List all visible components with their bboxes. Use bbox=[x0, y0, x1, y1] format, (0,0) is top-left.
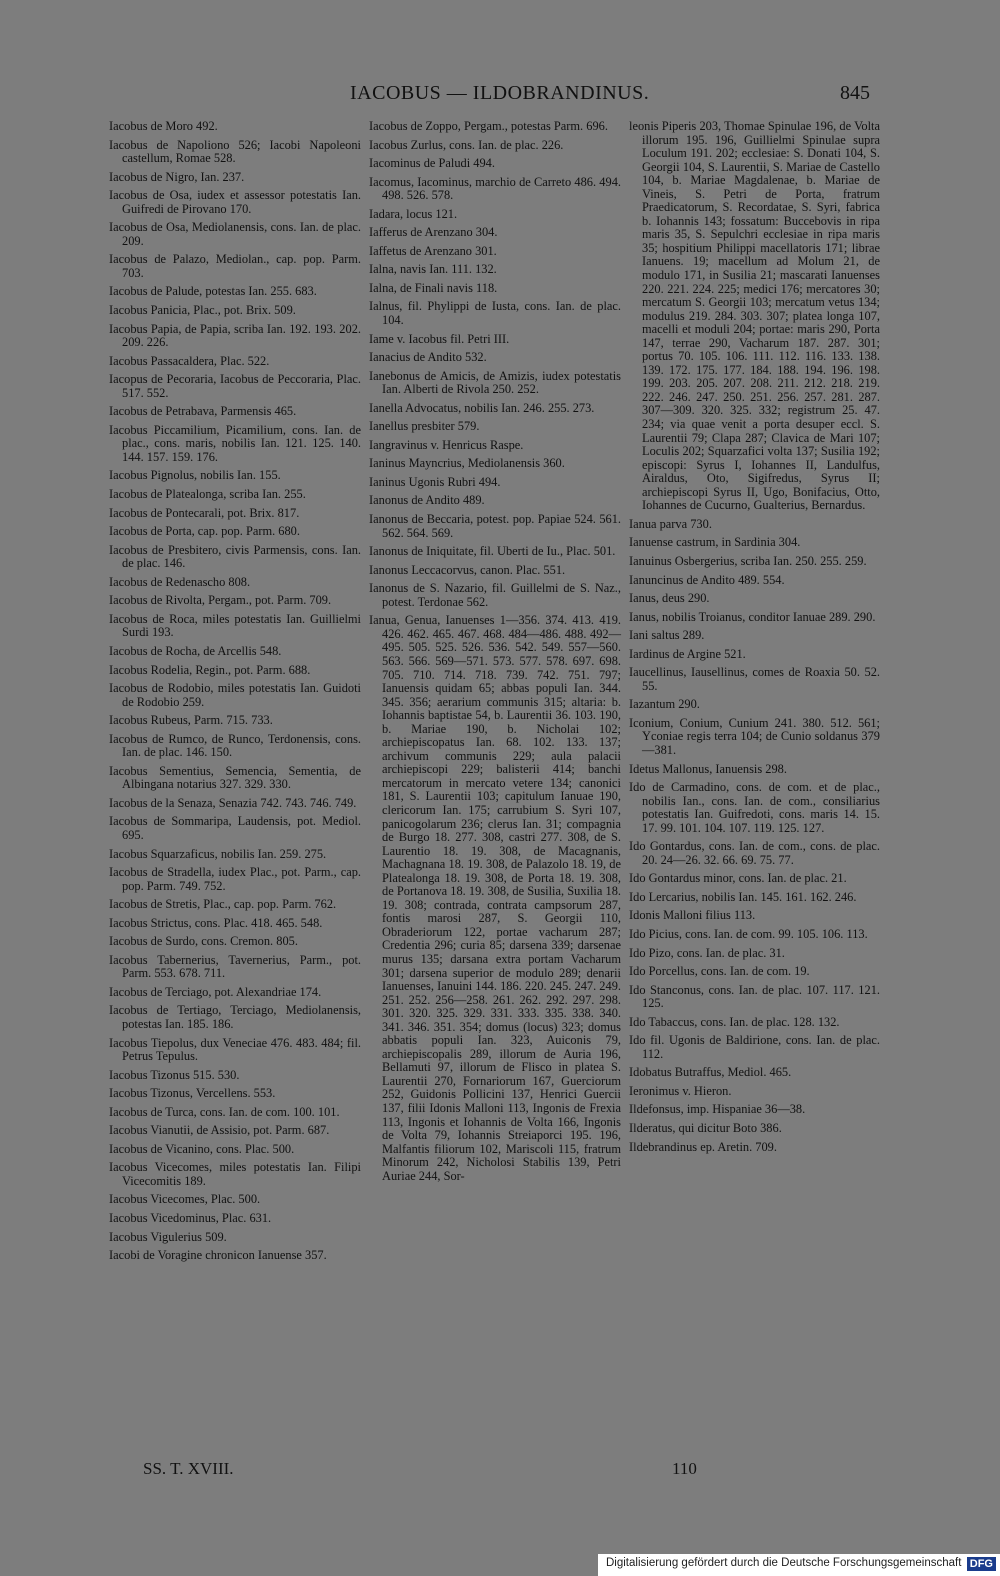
index-entry: Iacobus de Osa, Mediolanensis, cons. Ian. de plac. 209. bbox=[109, 220, 361, 248]
index-entry: Iacobus de Rocha, de Arcellis 548. bbox=[109, 643, 282, 658]
index-entry: Iacobus de Terciago, pot. Alexandriae 174. bbox=[109, 984, 322, 999]
index-entry: Ianonus de S. Nazario, fil. Guillelmi de S. Naz., potest. Terdonae 562. bbox=[369, 581, 621, 609]
index-entry: Iadara, locus 121. bbox=[369, 206, 458, 221]
index-entry: Ianonus de Beccaria, potest. pop. Papiae 524. 561. 562. 564. 569. bbox=[369, 512, 621, 540]
index-entry: Iacominus de Paludi 494. bbox=[369, 156, 495, 171]
index-entry: Iconium, Conium, Cunium 241. 380. 512. 561; Yconiae regis terra 104; de Cunio soldanus 379—381. bbox=[629, 715, 880, 757]
index-entry: Ianuense castrum, in Sardinia 304. bbox=[629, 535, 801, 550]
index-column-3 bbox=[629, 120, 880, 1159]
index-entry: Ianuncinus de Andito 489. 554. bbox=[629, 572, 785, 587]
index-entry: Iacobus de Stretis, Plac., cap. pop. Parm. 762. bbox=[109, 897, 337, 912]
index-entry: Ido Gontardus, cons. Ian. de com., cons. de plac. 20. 24—26. 32. 66. 69. 75. 77. bbox=[629, 839, 880, 867]
index-entry: Iacobus de Turca, cons. Ian. de com. 100. 101. bbox=[109, 1104, 340, 1119]
index-entry: Iazantum 290. bbox=[629, 697, 700, 712]
index-column-2 bbox=[369, 120, 621, 1188]
dfg-logo: DFG bbox=[967, 1557, 996, 1571]
sheet-number: 110 bbox=[672, 1459, 697, 1478]
index-entry: Iacobus Tabernerius, Tavernerius, Parm., pot. Parm. 553. 678. 711. bbox=[109, 952, 361, 981]
index-entry: Ianua parva 730. bbox=[629, 516, 712, 531]
dfg-banner bbox=[598, 1554, 1000, 1576]
index-entry: Iacobus de la Senaza, Senazia 742. 743. 746. 749. bbox=[109, 795, 357, 810]
index-entry: Iacobus Rodelia, Regin., pot. Parm. 688. bbox=[109, 662, 311, 677]
index-entry: Iacobus Strictus, cons. Plac. 418. 465. 548. bbox=[109, 915, 323, 930]
index-entry: leonis Piperis 203, Thomae Spinulae 196, de Volta illorum 195. 196, Guillielmi Spinulae supra Loculum 191. 202; ecclesiae: S. Donati 104, S. Georgii 104, S. Laurentii, S. Mariae de Castello 104, b. Mariae Magdalenae, b. Mariae de Vineis, S. Petri de Porta, fratrum Praedicatorum, S. Recordatae, S. Syri, fabrica b. Iohannis 143; fossatum: Buccebovis in ripa maris 35, S. Sepulchri ecclesiae in ripa maris 35; hospitium Philippi macellatoris 171; librae Ianuens. 19; macellum ad Molum 21, de modulo 171, in Susilia 21; mascarati Ianuenses 220. 221. 224. 225; medici 176; mercatores 30; mercatum S. Georgii 103; mercatum vetus 134; modulus 219. 284. 303. 307; platea longa 107, macelli et moduli 204; portae: maris 290, Porta 147, terrae 290, Vacharum 187. 287. 301; portus 70. 105. 106. 111. 112. 116. 133. 138. 139. 172. 175. 177. 184. 188. 194. 196. 198. 199. 203. 205. 207. 208. 211. 212. 218. 219. 222. 246. 247. 250. 251. 256. 257. 281. 287. 307—309. 320. 325. 332; registrum 25. 47. 234; via quae venit a porta desuper eccl. S. Laurentii 79; Clapa 287; Clavica de Mari 107; Loculis 202; Squarzafici volta 137; Susilia 192; episcopi: Syrus I, Iohannes II, Landulfus, Airaldus, Oto, Sigifredus, Syrus II; archiepiscopi Syrus II, Ugo, Bonifacius, Otto, Iohannes de Cucurno, Gualterius, Bernardus. bbox=[629, 119, 880, 513]
index-entry: Iacobus Vicecomes, miles potestatis Ian. Filipi Vicecomitis 189. bbox=[109, 1160, 361, 1188]
running-header bbox=[105, 82, 880, 112]
index-entry: Ianacius de Andito 532. bbox=[369, 350, 487, 365]
index-entry: Iacobus Vicedominus, Plac. 631. bbox=[109, 1211, 272, 1225]
index-entry: Iacobus Vianutii, de Assisio, pot. Parm. 687. bbox=[109, 1123, 330, 1138]
index-entry: Iacobus de Napoliono 526; Iacobi Napoleoni castellum, Romae 528. bbox=[109, 137, 361, 166]
index-column-1 bbox=[109, 120, 361, 1268]
index-entry: Iacobus Passacaldera, Plac. 522. bbox=[109, 353, 270, 368]
index-entry: Iacobus de Palude, potestas Ian. 255. 683. bbox=[109, 284, 317, 299]
index-entry: Idonis Malloni filius 113. bbox=[629, 908, 756, 923]
index-entry: Ialnus, fil. Phylippi de Iusta, cons. Ian. de plac. 104. bbox=[369, 299, 621, 328]
index-entry: Ido de Carmadino, cons. de com. et de plac., nobilis Ian., cons. Ian. de com., consiliarius potestatis Ian. Guifredoti, cons. maris 14. 15. 17. 99. 101. 104. 107. 119. 125. 127. bbox=[629, 780, 880, 835]
index-entry: Iacobus de Osa, iudex et assessor potestatis Ian. Guifredi de Pirovano 170. bbox=[109, 188, 361, 216]
index-entry: Idobatus Butraffus, Mediol. 465. bbox=[629, 1065, 792, 1080]
index-entry: Iafferus de Arenzano 304. bbox=[369, 225, 498, 240]
index-entry: Ido Pizo, cons. Ian. de plac. 31. bbox=[629, 945, 785, 960]
index-entry: Iacobus de Porta, cap. pop. Parm. 680. bbox=[109, 524, 300, 539]
index-entry: Iacobus de Vicanino, cons. Plac. 500. bbox=[109, 1141, 295, 1156]
index-entry: Iangravinus v. Henricus Raspe. bbox=[369, 437, 524, 452]
page-title: IACOBUS — ILDOBRANDINUS. bbox=[350, 82, 650, 104]
index-entry: Iacobus de Moro 492. bbox=[109, 119, 218, 133]
index-entry: Iacobus de Palazo, Mediolan., cap. pop. Parm. 703. bbox=[109, 252, 361, 280]
index-entry: Ianellus presbiter 579. bbox=[369, 419, 480, 434]
index-entry: Ido fil. Ugonis de Baldirione, cons. Ian. de plac. 112. bbox=[629, 1033, 880, 1061]
index-entry: Ieronimus v. Hieron. bbox=[629, 1083, 732, 1098]
index-entry: Iardinus de Argine 521. bbox=[629, 646, 746, 661]
index-entry: Ianonus de Iniquitate, fil. Uberti de Iu., Plac. 501. bbox=[369, 544, 616, 559]
index-entry: Iacobus Vigulerius 509. bbox=[109, 1229, 227, 1244]
index-entry: Ianebonus de Amicis, de Amizis, iudex potestatis Ian. Alberti de Rivola 250. 252. bbox=[369, 368, 621, 397]
index-entry: Iacobus de Rumco, de Runco, Terdonensis, cons. Ian. de plac. 146. 150. bbox=[109, 731, 361, 760]
index-entry: Ildebrandinus ep. Aretin. 709. bbox=[629, 1139, 777, 1154]
index-entry: Iacobus de Rivolta, Pergam., pot. Parm. 709. bbox=[109, 593, 332, 608]
index-entry: Ialna, navis Ian. 111. 132. bbox=[369, 262, 497, 277]
index-entry: Iacobus de Zoppo, Pergam., potestas Parm. 696. bbox=[369, 119, 608, 133]
index-entry: Iacobus Sementius, Semencia, Sementia, de Albingana notarius 327. 329. 330. bbox=[109, 763, 361, 792]
index-entry: Iacobus de Pontecarali, pot. Brix. 817. bbox=[109, 505, 300, 520]
index-entry: Ido Stanconus, cons. Ian. de plac. 107. 117. 121. 125. bbox=[629, 982, 880, 1011]
index-page bbox=[105, 70, 880, 1500]
index-entry: Ianonus Leccacorvus, canon. Plac. 551. bbox=[369, 562, 566, 577]
index-entry: Iacobus Rubeus, Parm. 715. 733. bbox=[109, 713, 273, 728]
index-entry: Ianus, deus 290. bbox=[629, 591, 710, 606]
index-entry: Iacobus Tizonus, Vercellens. 553. bbox=[109, 1086, 276, 1101]
index-entry: Iacobus Squarzaficus, nobilis Ian. 259. 275. bbox=[109, 846, 327, 861]
index-entry: Ialna, de Finali navis 118. bbox=[369, 280, 498, 295]
index-entry: Iacobus de Sommaripa, Laudensis, pot. Mediol. 695. bbox=[109, 814, 361, 842]
signature-mark: SS. T. XVIII. bbox=[143, 1459, 234, 1478]
index-entry: Iacobus de Roca, miles potestatis Ian. Guillielmi Surdi 193. bbox=[109, 611, 361, 640]
index-entry: Iacobus Papia, de Papia, scriba Ian. 192. 193. 202. 209. 226. bbox=[109, 321, 361, 350]
index-entry: Iacobus de Nigro, Ian. 237. bbox=[109, 169, 245, 184]
index-entry: Ianinus Ugonis Rubri 494. bbox=[369, 474, 501, 489]
index-entry: Ianua, Genua, Ianuenses 1—356. 374. 413. 419. 426. 462. 465. 467. 468. 484—486. 488. 492—495. 505. 525. 526. 536. 542. 549. 557—560. 563. 566. 569—571. 573. 577. 578. 697. 698. 705. 710. 714. 718. 739. 742. 751. 797; Ianuensis quidam 65; abbas populi Ian. 344. 345. 356; aerarium communis 315; altaria: b. Iohannis baptistae 54, b. Laurentii 36. 103. 190, b. Mariae 190, b. Nicholai 102; archiepiscopatus Ian. 68. 102. 133. 137; archivum communis 229; aula palacii archiepiscopi 229; balisterii 414; banchi mercatorum in mercato vetere 134; canonici 181, S. Laurentii 103; capitulum Ianuae 190, clericorum Ian. 175; carrubium S. Syri 107, panicogolarum 236; clerus Ian. 31; compagnia de Burgo 18. 277. 308, castri 277. 308, de S. Laurentio 18. 19. 308, de Macagnanis, Machagnana 18. 19. 308, de Palazolo 18. 19, de Platealonga 18. 19. 308, de Porta 18. 19. 308, de Portanova 18. 19. 308, de Susilia, Suxilia 18. 19. 308; contrada, contrata campsorum 287, fontis marosi 287, S. Georgii 110, Obraderiorum 122, portae vacharum 287; Credentia 296; curia 85; darsena 339; darsenae murus 135; darsana extra portam Vacharum 301; darsena superior de modulo 289; denarii Ianuenses, Ianuini 144. 186. 220. 245. 247. 249. 251. 252. 256—258. 261. 262. 292. 297. 298. 301. 320. 325. 329. 331. 333. 335. 338. 340. 341. 346. 351. 354; domus (locus) 323; domus abbatis populi Ian. 323, Auiconis 79, archiepiscopalis 289, illorum de Auria 196, Bellamuti 97, illorum de Flisco in platea S. Laurentii 270, Fornariorum 167, Guerciorum 252, Guidonis Pollicini 137, Henrici Guercii 137, filii Idonis Malloni 113, Ingonis de Frexia 113, Ingonis et Iohannis de Volta 166, Ingonis de Volta 79, Iohannis Streiaporci 195. 196, Malfantis filiorum 102, Mariscoli 115, fratrum Minorum 242, Nicholosi Stabilis 139, Petri Auriae 244, Sor- bbox=[369, 613, 621, 1183]
index-entry: Ianus, nobilis Troianus, conditor Ianuae 289. 290. bbox=[629, 609, 876, 624]
index-entry: Iacobus de Presbitero, civis Parmensis, cons. Ian. de plac. 146. bbox=[109, 542, 361, 571]
index-entry: Ido Porcellus, cons. Ian. de com. 19. bbox=[629, 964, 810, 979]
index-entry: Iacobus Piccamilium, Picamilium, cons. Ian. de plac., cons. maris, nobilis Ian. 121. 125. 140. 144. 157. 159. 176. bbox=[109, 422, 361, 464]
index-entry: Ido Gontardus minor, cons. Ian. de plac. 21. bbox=[629, 871, 847, 886]
dfg-funding-note: Digitalisierung gefördert durch die Deutsche Forschungsgemeinschaft bbox=[606, 1557, 962, 1569]
index-entry: Iacobus de Stradella, iudex Plac., pot. Parm., cap. pop. Parm. 749. 752. bbox=[109, 865, 361, 893]
index-entry: Iacobus de Surdo, cons. Cremon. 805. bbox=[109, 934, 298, 949]
index-entry: Iacobus de Platealonga, scriba Ian. 255. bbox=[109, 487, 306, 502]
index-entry: Iame v. Iacobus fil. Petri III. bbox=[369, 331, 510, 346]
index-entry: Ianinus Mayncrius, Mediolanensis 360. bbox=[369, 456, 565, 471]
index-entry: Ianonus de Andito 489. bbox=[369, 493, 485, 508]
index-entry: Iacobus Tizonus 515. 530. bbox=[109, 1067, 240, 1082]
index-entry: Ilderatus, qui dicitur Boto 386. bbox=[629, 1121, 782, 1135]
page-number: 845 bbox=[840, 82, 870, 104]
index-entry: Iacobus de Redenascho 808. bbox=[109, 574, 251, 589]
index-entry: Iacopus de Pecoraria, Iacobus de Peccoraria, Plac. 517. 552. bbox=[109, 372, 361, 400]
index-entry: Iaffetus de Arenzano 301. bbox=[369, 243, 497, 258]
index-entry: Iaucellinus, Iausellinus, comes de Roaxia 50. 52. 55. bbox=[629, 665, 880, 693]
index-entry: Ido Tabaccus, cons. Ian. de plac. 128. 132. bbox=[629, 1014, 840, 1029]
index-entry: Ianella Advocatus, nobilis Ian. 246. 255. 273. bbox=[369, 400, 595, 415]
index-entry: Iacomus, Iacominus, marchio de Carreto 486. 494. 498. 526. 578. bbox=[369, 174, 621, 203]
index-entry: Iacobus de Rodobio, miles potestatis Ian. Guidoti de Rodobio 259. bbox=[109, 681, 361, 709]
index-entry: Idetus Mallonus, Ianuensis 298. bbox=[629, 761, 787, 776]
index-entry: Iani saltus 289. bbox=[629, 628, 705, 643]
index-entry: Iacobus de Tertiago, Terciago, Mediolanensis, potestas Ian. 185. 186. bbox=[109, 1003, 361, 1031]
index-entry: Ido Lercarius, nobilis Ian. 145. 161. 162. 246. bbox=[629, 889, 857, 904]
index-entry: Iacobus Pignolus, nobilis Ian. 155. bbox=[109, 468, 281, 483]
index-entry: Ildefonsus, imp. Hispaniae 36—38. bbox=[629, 1102, 806, 1117]
index-entry: Iacobus Vicecomes, Plac. 500. bbox=[109, 1192, 261, 1207]
index-entry: Iacobus Tiepolus, dux Veneciae 476. 483. 484; fil. Petrus Tepulus. bbox=[109, 1035, 361, 1064]
index-entry: Ido Picius, cons. Ian. de com. 99. 105. 106. 113. bbox=[629, 926, 868, 941]
index-entry: Iacobi de Voragine chronicon Ianuense 357. bbox=[109, 1248, 327, 1263]
index-entry: Iacobus Zurlus, cons. Ian. de plac. 226. bbox=[369, 137, 564, 152]
index-entry: Iacobus Panicia, Plac., pot. Brix. 509. bbox=[109, 303, 296, 318]
index-entry: Iacobus de Petrabava, Parmensis 465. bbox=[109, 404, 297, 419]
index-entry: Ianuinus Osbergerius, scriba Ian. 250. 255. 259. bbox=[629, 553, 867, 568]
